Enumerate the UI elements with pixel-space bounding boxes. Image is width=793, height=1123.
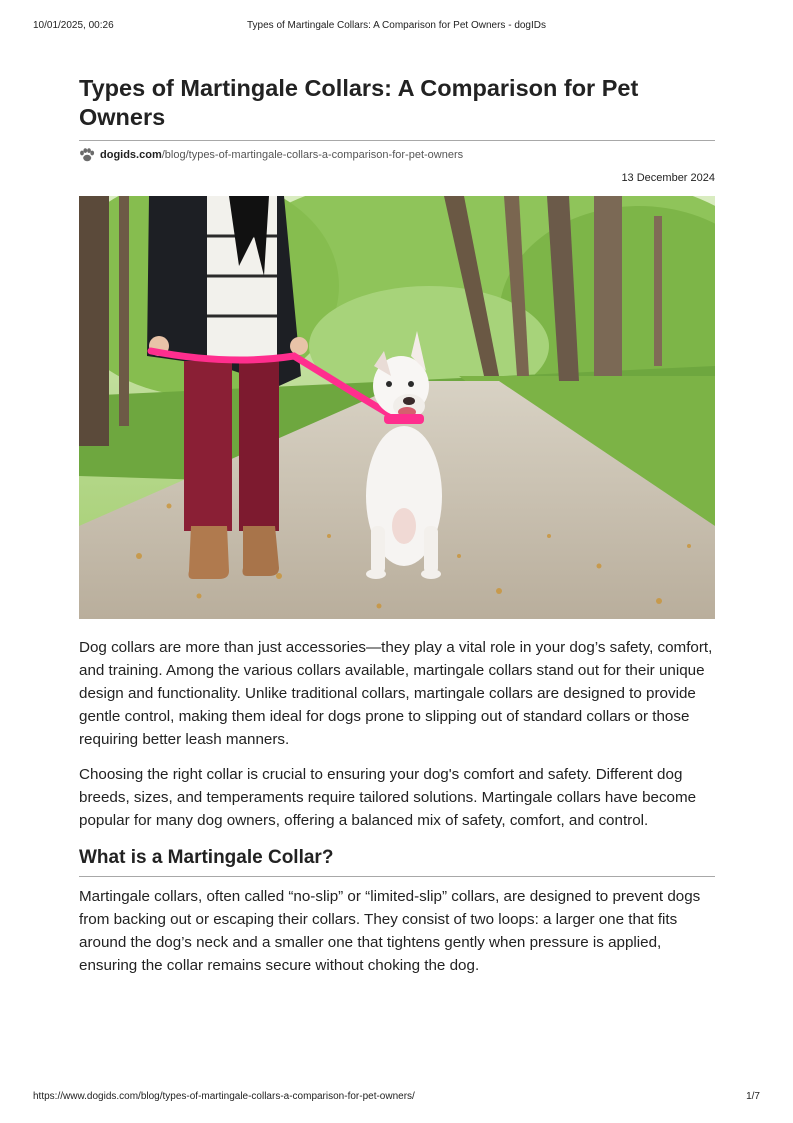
paw-icon: [79, 148, 95, 162]
title-divider: [79, 140, 715, 141]
section-divider: [79, 876, 715, 877]
hero-photo: [79, 196, 715, 619]
print-datetime: 10/01/2025, 00:26: [33, 20, 114, 31]
source-link[interactable]: [100, 149, 463, 161]
print-url: https://www.dogids.com/blog/types-of-martingale-collars-a-comparison-for-pet-owners/: [33, 1091, 415, 1102]
article: [79, 74, 715, 977]
article-title: Types of Martingale Collars: A Comparison for Pet Owners: [79, 75, 639, 130]
print-header: [33, 20, 760, 34]
publish-date: 13 December 2024: [621, 172, 715, 184]
intro-paragraph-1: Dog collars are more than just accessories—they play a vital role in your dog’s safety, comfort, and training. Among the various collars available, martingale collars stand out for their unique design and functionality. Unlike traditional collars, martingale collars are designed to provide gentle control, making them ideal for dogs prone to slipping out of standard collars or those requiring better leash manners.: [79, 639, 713, 748]
section-paragraph: Martingale collars, often called “no-slip” or “limited-slip” collars, are designed to prevent dogs from backing out or escaping their collars. They consist of two loops: a larger one that fits around the dog’s neck and a smaller one that tightens gently when pressure is applied, ensuring the collar remains secure without choking the dog.: [79, 888, 701, 974]
source-line: [79, 148, 715, 162]
source-path: /blog/types-of-martingale-collars-a-comparison-for-pet-owners: [161, 149, 464, 161]
intro-paragraph-2: Choosing the right collar is crucial to ensuring your dog's comfort and safety. Different dog breeds, sizes, and temperaments require tailored solutions. Martingale collars have become popular for many dog owners, offering a balanced mix of safety, comfort, and control.: [79, 766, 697, 829]
source-domain: dogids.com: [100, 149, 162, 161]
section-heading: What is a Martingale Collar?: [79, 847, 334, 868]
page-number: 1/7: [746, 1091, 760, 1102]
print-footer: [33, 1091, 760, 1105]
print-page-title: Types of Martingale Collars: A Comparison for Pet Owners - dogIDs: [246, 20, 546, 31]
